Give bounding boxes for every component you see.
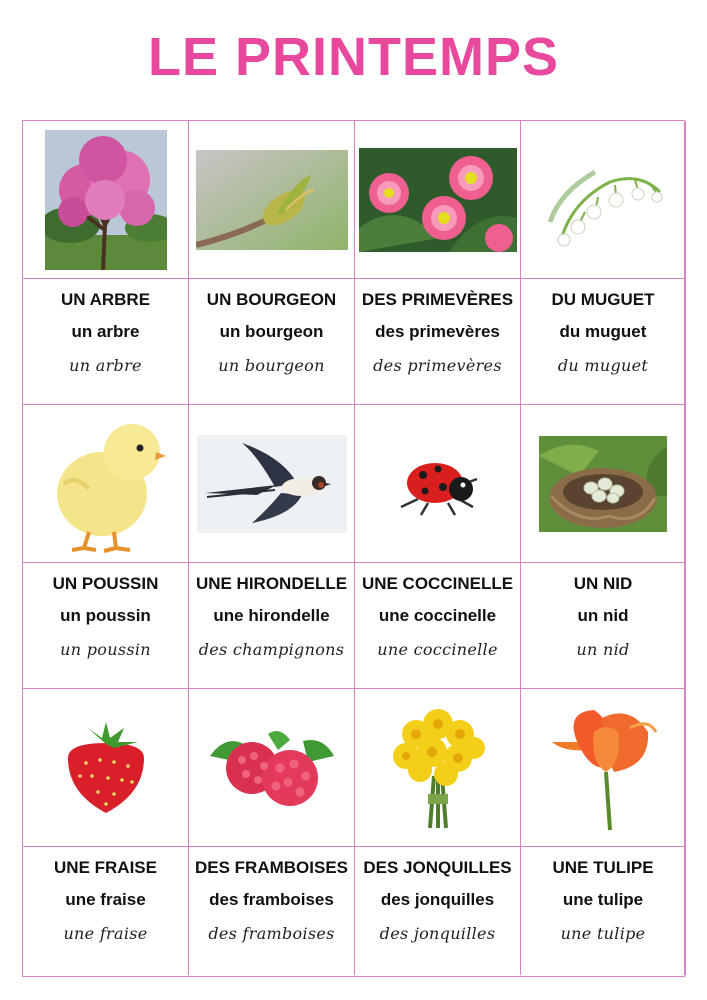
card-image-cell — [23, 121, 189, 279]
word-uppercase: UN BOURGEON — [206, 290, 337, 309]
word-lowercase: des primevères — [375, 322, 500, 341]
word-uppercase: UN NID — [573, 574, 633, 593]
card-image-cell — [355, 121, 521, 279]
raspberry-icon — [208, 726, 336, 810]
word-uppercase: DU MUGUET — [551, 290, 655, 309]
page-title: LE PRINTEMPS — [147, 27, 560, 87]
lily-of-the-valley-icon — [540, 152, 666, 248]
word-cursive: du muguet — [557, 356, 649, 375]
word-lowercase: des framboises — [209, 890, 334, 909]
word-lowercase: un bourgeon — [219, 322, 324, 341]
strawberry-icon — [58, 718, 154, 818]
word-uppercase: DES FRAMBOISES — [194, 858, 349, 877]
card-text-cell — [23, 279, 189, 405]
word-uppercase: DES PRIMEVÈRES — [361, 290, 514, 309]
tulip-icon — [544, 702, 662, 834]
vocabulary-grid — [22, 120, 685, 977]
blossom-tree-icon — [45, 130, 167, 270]
card-image-cell — [189, 689, 355, 847]
card-text-cell — [355, 847, 521, 975]
word-uppercase: UNE COCCINELLE — [361, 574, 514, 593]
chick-icon — [44, 414, 168, 554]
card-text-cell — [189, 563, 355, 689]
swallow-icon — [197, 435, 347, 533]
card-text-cell — [355, 563, 521, 689]
ladybug-icon — [393, 449, 483, 519]
card-image-cell — [521, 405, 686, 563]
card-image-cell — [23, 689, 189, 847]
word-lowercase: un arbre — [71, 322, 140, 341]
word-uppercase: UN POUSSIN — [52, 574, 159, 593]
word-cursive: des primevères — [373, 356, 502, 375]
word-uppercase: UNE FRAISE — [54, 858, 157, 877]
word-cursive: des jonquilles — [379, 924, 496, 943]
card-text-cell — [355, 279, 521, 405]
card-image-cell — [521, 121, 686, 279]
card-image-cell — [23, 405, 189, 563]
card-text-cell — [521, 847, 686, 975]
nest-icon — [539, 436, 667, 532]
card-text-cell — [23, 847, 189, 975]
word-cursive: une fraise — [63, 924, 148, 943]
word-lowercase: du muguet — [559, 322, 647, 341]
word-cursive: un bourgeon — [218, 356, 325, 375]
word-lowercase: une hirondelle — [213, 606, 330, 625]
word-lowercase: des jonquilles — [380, 890, 495, 909]
word-cursive: un nid — [576, 640, 630, 659]
word-uppercase: UNE TULIPE — [552, 858, 654, 877]
card-text-cell — [521, 563, 686, 689]
card-image-cell — [189, 121, 355, 279]
word-lowercase: un poussin — [60, 606, 151, 625]
word-uppercase: DES JONQUILLES — [363, 858, 512, 877]
word-cursive: des framboises — [208, 924, 335, 943]
word-uppercase: UN ARBRE — [60, 290, 151, 309]
word-lowercase: une coccinelle — [378, 606, 497, 625]
daffodil-icon — [386, 704, 490, 832]
card-image-cell — [521, 689, 686, 847]
word-cursive: un poussin — [60, 640, 151, 659]
card-image-cell — [355, 689, 521, 847]
word-cursive: un arbre — [69, 356, 142, 375]
word-lowercase: une fraise — [65, 890, 146, 909]
word-cursive: une coccinelle — [377, 640, 498, 659]
word-cursive: une tulipe — [560, 924, 646, 943]
card-image-cell — [355, 405, 521, 563]
card-text-cell — [189, 279, 355, 405]
word-lowercase: une tulipe — [562, 890, 644, 909]
card-text-cell — [189, 847, 355, 975]
card-image-cell — [189, 405, 355, 563]
primrose-icon — [359, 148, 517, 252]
word-cursive: des champignons — [198, 640, 345, 659]
word-uppercase: UNE HIRONDELLE — [195, 574, 348, 593]
bud-icon — [196, 150, 348, 250]
word-lowercase: un nid — [577, 606, 629, 625]
card-text-cell — [521, 279, 686, 405]
card-text-cell — [23, 563, 189, 689]
